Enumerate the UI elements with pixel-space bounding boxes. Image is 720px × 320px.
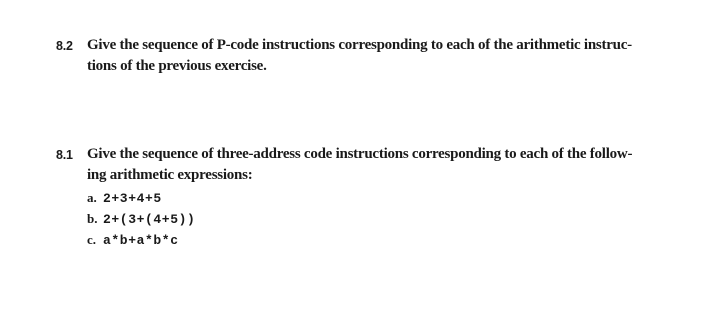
exercise-text-line-1: Give the sequence of three-address code instructions corresponding to each of the follow- [87,146,633,162]
exercise-text-line-2: tions of the previous exercise. [87,58,267,74]
exercise-text-line-1: Give the sequence of P-code instructions corresponding to each of the arithmetic instruc- [87,37,632,53]
expression: 2+3+4+5 [103,191,162,206]
expression-item-c [87,232,686,253]
item-label: a. [87,190,97,205]
exercise-8-1 [56,144,686,253]
expression-item-a [87,190,686,211]
expression-list [87,190,686,253]
expression: a*b+a*b*c [103,233,179,248]
exercise-text [87,35,686,77]
exercise-number: 8.1 [56,148,73,162]
expression-item-b [87,211,686,232]
exercise-text-line-2: ing arithmetic expressions: [87,167,253,183]
exercise-number: 8.2 [56,39,73,53]
exercise-8-1-body [56,144,686,186]
expression: 2+(3+(4+5)) [103,212,196,227]
item-label: b. [87,211,98,226]
exercise-8-2 [56,35,686,77]
item-label: c. [87,232,97,247]
exercise-text [87,144,686,186]
exercise-8-2-body [56,35,686,77]
